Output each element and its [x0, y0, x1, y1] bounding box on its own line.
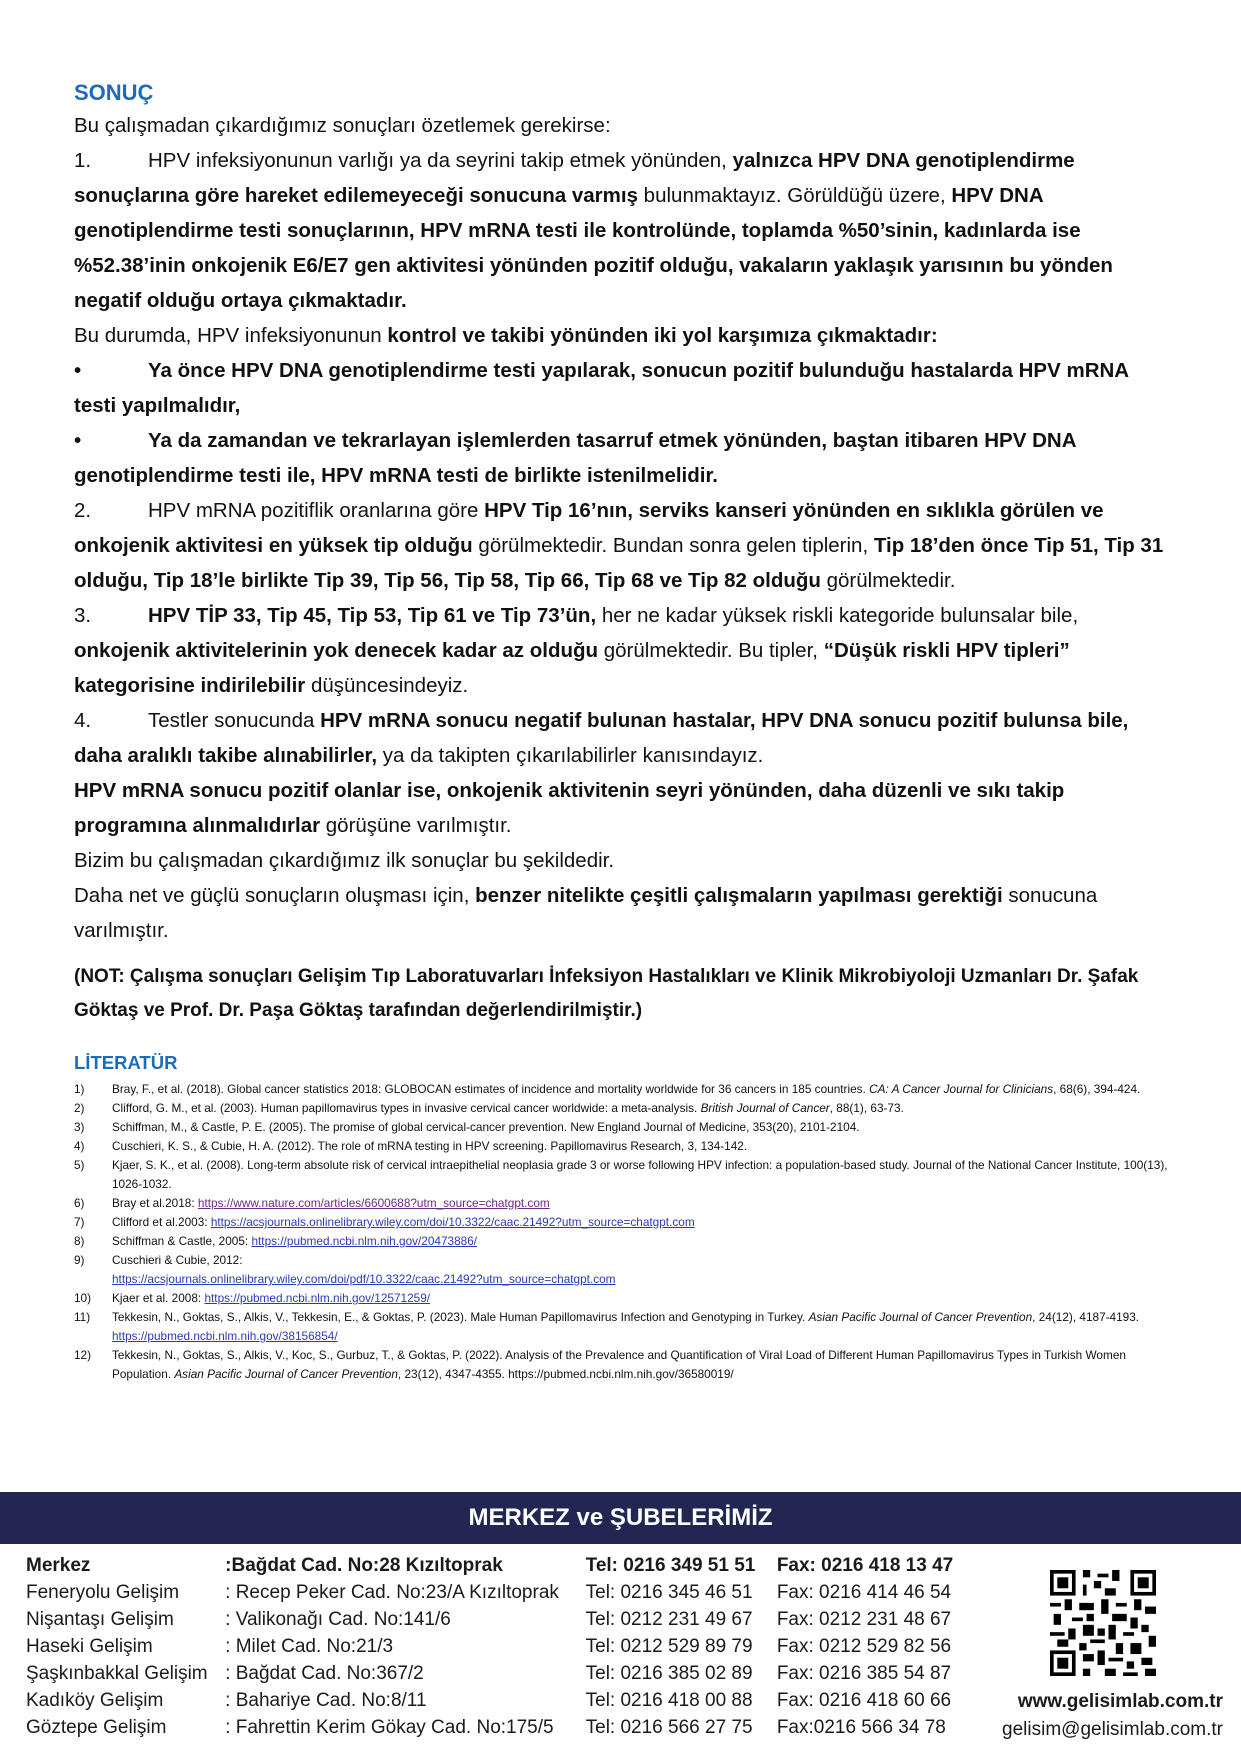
bullet-item: • Ya da zamandan ve tekrarlayan işlemlerden tasarruf etmek yönünden, baştan itibaren HPV DNA genotiplendirme testi ile, HPV mRNA testi de birlikte istenilmelidir.	[74, 423, 1172, 493]
email-link[interactable]: gelisim@gelisimlab.com.tr	[1002, 1719, 1223, 1740]
main-content	[74, 78, 1172, 1384]
reference-item: 6) Bray et al.2018: https://www.nature.com/articles/6600688?utm_source=chatgpt.com	[74, 1196, 550, 1210]
branch-list	[26, 1552, 966, 1741]
branch-row: Haseki Gelişim : Milet Cad. No:21/3 Tel: 0212 529 89 79 Fax: 0212 529 82 56	[26, 1636, 952, 1657]
conclusion-heading: SONUÇ	[74, 80, 154, 105]
literature-heading: LİTERATÜR	[74, 1052, 178, 1073]
contact-info	[1002, 1688, 1223, 1744]
conclusion-item-1b: Bu durumda, HPV infeksiyonunun kontrol ve takibi yönünden iki yol karşımıza çıkmaktadır:	[74, 324, 938, 347]
reference-item: 4) Cuschieri, K. S., & Cubie, H. A. (2012). The role of mRNA testing in HPV screening. Papillomavirus Research, 3, 134-142.	[74, 1139, 748, 1153]
branch-row: Göztepe Gelişim : Fahrettin Kerim Gökay Cad. No:175/5 Tel: 0216 566 27 75 Fax:0216 566 34 78	[26, 1717, 946, 1738]
reference-link[interactable]: https://www.nature.com/articles/6600688?utm_source=chatgpt.com	[197, 1196, 550, 1210]
reference-item: 7) Clifford et al.2003: https://acsjournals.onlinelibrary.wiley.com/doi/10.3322/caac.21492?utm_source=chatgpt.com	[74, 1215, 695, 1229]
reference-link[interactable]: https://pubmed.ncbi.nlm.nih.gov/12571259/	[204, 1291, 431, 1305]
reference-link[interactable]: https://acsjournals.onlinelibrary.wiley.com/doi/pdf/10.3322/caac.21492?utm_source=chatgpt.com	[112, 1272, 616, 1286]
bullet-icon: •	[74, 359, 82, 382]
branch-row: Şaşkınbakkal Gelişim : Bağdat Cad. No:367/2 Tel: 0216 385 02 89 Fax: 0216 385 54 87	[26, 1663, 952, 1684]
reference-item: 10) Kjaer et al. 2008: https://pubmed.ncbi.nlm.nih.gov/12571259/	[74, 1291, 431, 1305]
reference-item: 2) Clifford, G. M., et al. (2003). Human papillomavirus types in invasive cervical cancer worldwide: a meta-analysis. British Journal of Cancer, 88(1), 63-73.	[74, 1101, 904, 1115]
bullet-item: • Ya önce HPV DNA genotiplendirme testi yapılarak, sonucun pozitif bulunduğu hastalarda HPV mRNA testi yapılmalıdır,	[74, 353, 1172, 423]
conclusion-item-3: 3. HPV TİP 33, Tip 45, Tip 53, Tip 61 ve Tip 73’ün, her ne kadar yüksek riskli kategoride bulunsalar bile, onkojenik aktivitelerinin yok denecek kadar az olduğu görülmektedir. Bu tipler, “Düşük riskli HPV tipleri” kategorisine indirilebilir düşüncesindeyiz.	[74, 598, 1172, 703]
branch-row: Feneryolu Gelişim : Recep Peker Cad. No:23/A Kızıltoprak Tel: 0216 345 46 51 Fax: 0216 414 46 54	[26, 1582, 952, 1603]
reference-link[interactable]: https://pubmed.ncbi.nlm.nih.gov/20473886/	[251, 1234, 478, 1248]
reference-list	[74, 1080, 1172, 1384]
conclusion-item-4b: HPV mRNA sonucu pozitif olanlar ise, onkojenik aktivitenin seyri yönünden, daha düzenli ve sıkı takip programına alınmalıdırlar görüşüne varılmıştır.	[74, 779, 1065, 837]
branch-row: Nişantaşı Gelişim : Valikonağı Cad. No:141/6 Tel: 0212 231 49 67 Fax: 0212 231 48 67	[26, 1609, 952, 1630]
closing-2: Daha net ve güçlü sonuçların oluşması için, benzer nitelikte çeşitli çalışmaların yapılması gerektiği sonucuna varılmıştır.	[74, 884, 1098, 942]
item-number: 3.	[74, 604, 92, 627]
reference-link[interactable]: https://pubmed.ncbi.nlm.nih.gov/38156854/	[112, 1329, 338, 1343]
branch-row: Kadıköy Gelişim : Bahariye Cad. No:8/11 Tel: 0216 418 00 88 Fax: 0216 418 60 66	[26, 1690, 952, 1711]
item-number: 4.	[74, 709, 92, 732]
qr-code-icon[interactable]	[1050, 1570, 1156, 1676]
branch-row: Merkez :Bağdat Cad. No:28 Kızıltoprak Tel: 0216 349 51 51 Fax: 0216 418 13 47	[26, 1555, 954, 1576]
reference-item: 1) Bray, F., et al. (2018). Global cancer statistics 2018: GLOBOCAN estimates of incidence and mortality worldwide for 36 cancers in 185 countries. CA: A Cancer Journal for Clinicians, 68(6), 394-424.	[74, 1082, 1141, 1096]
reference-item: 3) Schiffman, M., & Castle, P. E. (2005). The promise of global cervical-cancer prevention. New England Journal of Medicine, 353(20), 2101-2104.	[74, 1120, 860, 1134]
conclusion-item-1: 1. HPV infeksiyonunun varlığı ya da seyrini takip etmek yönünden, yalnızca HPV DNA genotiplendirme sonuçlarına göre hareket edilemeyeceği sonucuna varmış bulunmaktayız. Görüldüğü üzere, HPV DNA genotiplendirme testi sonuçlarının, HPV mRNA testi ile kontrolünde, toplamda %50’sinin, kadınlarda ise %52.38’inin onkojenik E6/E7 gen aktivitesi yönünden pozitif olduğu, vakaların yaklaşık yarısının bu yönden negatif olduğu ortaya çıkmaktadır.	[74, 143, 1172, 318]
reference-item: 9) Cuschieri & Cubie, 2012: https://acsjournals.onlinelibrary.wiley.com/doi/pdf/10.3322/caac.21492?utm_source=chatgpt.com	[74, 1253, 616, 1286]
reference-item: 12) Tekkesin, N., Goktas, S., Alkis, V., Koc, S., Gurbuz, T., & Goktas, P. (2022). Analysis of the Prevalence and Quantification of Viral Load of Different Human Papillomavirus Types in Turkish Women Population. Asian Pacific Journal of Cancer Prevention, 23(12), 4347-4355. https://pubmed.ncbi.nlm.nih.gov/36580019/	[74, 1348, 1126, 1381]
closing-1: Bizim bu çalışmadan çıkardığımız ilk sonuçlar bu şekildedir.	[74, 849, 615, 872]
reference-link[interactable]: https://acsjournals.onlinelibrary.wiley.com/doi/10.3322/caac.21492?utm_source=chatgpt.com	[210, 1215, 695, 1229]
item-number: 2.	[74, 499, 92, 522]
reference-item: 8) Schiffman & Castle, 2005: https://pubmed.ncbi.nlm.nih.gov/20473886/	[74, 1234, 478, 1248]
item-number: 1.	[74, 149, 92, 172]
reference-item: 5) Kjaer, S. K., et al. (2008). Long-term absolute risk of cervical intraepithelial neoplasia grade 3 or worse following HPV infection: a population-based study. Journal of the National Cancer Institute, 100(13), 1026-1032.	[74, 1158, 1168, 1191]
reference-item: 11) Tekkesin, N., Goktas, S., Alkis, V., Tekkesin, E., & Goktas, P. (2023). Male Human Papillomavirus Infection and Genotyping in Turkey. Asian Pacific Journal of Cancer Prevention, 24(12), 4187-4193. https://pubmed.ncbi.nlm.nih.gov/38156854/	[74, 1310, 1140, 1343]
bullet-icon: •	[74, 429, 82, 452]
footer-banner	[0, 1492, 1241, 1544]
conclusion-item-4: 4. Testler sonucunda HPV mRNA sonucu negatif bulunan hastalar, HPV DNA sonucu pozitif bulunsa bile, daha aralıklı takibe alınabilirler, ya da takipten çıkarılabilirler kanısındayız.	[74, 703, 1172, 773]
evaluation-note: (NOT: Çalışma sonuçları Gelişim Tıp Laboratuvarları İnfeksiyon Hastalıkları ve Klinik Mikrobiyoloji Uzmanları Dr. Şafak Göktaş ve Prof. Dr. Paşa Göktaş tarafından değerlendirilmiştir.)	[74, 966, 1139, 1021]
footer-title: MERKEZ ve ŞUBELERİMİZ	[468, 1504, 773, 1531]
website-link[interactable]: www.gelisimlab.com.tr	[1017, 1691, 1223, 1712]
conclusion-item-2: 2. HPV mRNA pozitiflik oranlarına göre HPV Tip 16’nın, serviks kanseri yönünden en sıklıkla görülen ve onkojenik aktivitesi en yüksek tip olduğu görülmektedir. Bundan sonra gelen tiplerin, Tip 18’den önce Tip 51, Tip 31 olduğu, Tip 18’le birlikte Tip 39, Tip 56, Tip 58, Tip 66, Tip 68 ve Tip 82 olduğu görülmektedir.	[74, 493, 1172, 598]
conclusion-intro: Bu çalışmadan çıkardığımız sonuçları özetlemek gerekirse:	[74, 114, 611, 137]
